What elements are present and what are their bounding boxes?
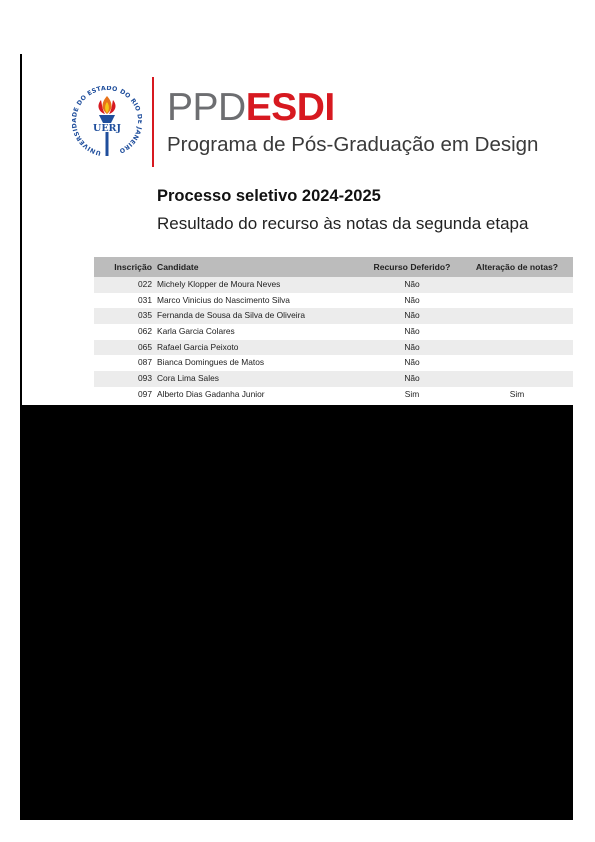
cell-recurso: Sim xyxy=(404,388,420,399)
document-subtitle: Resultado do recurso às notas da segunda etapa xyxy=(157,214,529,233)
document-title: Processo seletivo 2024-2025 xyxy=(157,187,381,205)
cell-inscricao: 035 xyxy=(138,310,152,321)
cell-candidate: Fernanda de Sousa da Silva de Oliveira xyxy=(157,310,306,321)
cell-candidate: Cora Lima Sales xyxy=(157,373,219,384)
cell-candidate: Karla Garcia Colares xyxy=(157,326,235,337)
brand-name-light: PPD xyxy=(167,86,246,129)
header-candidate: Candidate xyxy=(157,262,199,272)
header-alteracao: Alteração de notas? xyxy=(475,262,559,272)
page-top-margin xyxy=(0,0,595,54)
results-table xyxy=(94,257,573,403)
logo-uerj-text: UERJ xyxy=(93,123,121,134)
table-row xyxy=(94,387,573,403)
cell-recurso: Não xyxy=(404,373,420,384)
logo-ring-text: UNIVERSI DE DO ESTADO DO RIO JANEIRO xyxy=(72,86,142,157)
table-row xyxy=(94,324,573,340)
brand-subtitle: Programa de Pós-Graduação em Design xyxy=(167,133,539,156)
cell-recurso: Não xyxy=(404,294,420,305)
table-row xyxy=(94,308,573,324)
blacked-out-region xyxy=(20,405,573,820)
cell-recurso: Não xyxy=(404,326,420,337)
cell-inscricao: 065 xyxy=(138,341,152,352)
cell-inscricao: 022 xyxy=(138,279,152,289)
cell-inscricao: 062 xyxy=(138,326,152,337)
brand-name-bold: ESDI xyxy=(245,86,335,129)
cell-recurso: Não xyxy=(404,357,420,368)
cell-candidate: Marco Vinicius do Nascimento Silva xyxy=(157,294,290,305)
table-row xyxy=(94,277,573,293)
cell-recurso: Não xyxy=(404,341,420,352)
cell-alteracao: Sim xyxy=(509,388,525,399)
cell-candidate: Bianca Domingues de Matos xyxy=(157,357,265,368)
header-recurso: Recurso Deferido? xyxy=(373,262,451,272)
table-row xyxy=(94,340,573,356)
table-row xyxy=(94,293,573,309)
cell-candidate: Alberto Dias Gadanha Junior xyxy=(157,388,265,399)
table-header xyxy=(94,257,573,277)
uerj-logo xyxy=(72,86,142,162)
table-row xyxy=(94,355,573,371)
cell-inscricao: 031 xyxy=(138,294,152,305)
header-inscricao: Inscrição xyxy=(114,262,152,272)
left-border-line xyxy=(20,54,22,406)
uerj-seal-icon xyxy=(72,86,142,162)
cell-candidate: Michely Klopper de Moura Neves xyxy=(157,279,281,289)
brand-name xyxy=(167,88,335,128)
cell-candidate: Rafael Garcia Peixoto xyxy=(157,341,239,352)
cell-recurso: Não xyxy=(404,310,420,321)
cell-inscricao: 093 xyxy=(138,373,152,384)
brand-divider xyxy=(152,77,154,167)
cell-inscricao: 097 xyxy=(138,388,152,399)
cell-inscricao: 087 xyxy=(138,357,152,368)
table-row xyxy=(94,371,573,387)
cell-recurso: Não xyxy=(404,279,420,289)
